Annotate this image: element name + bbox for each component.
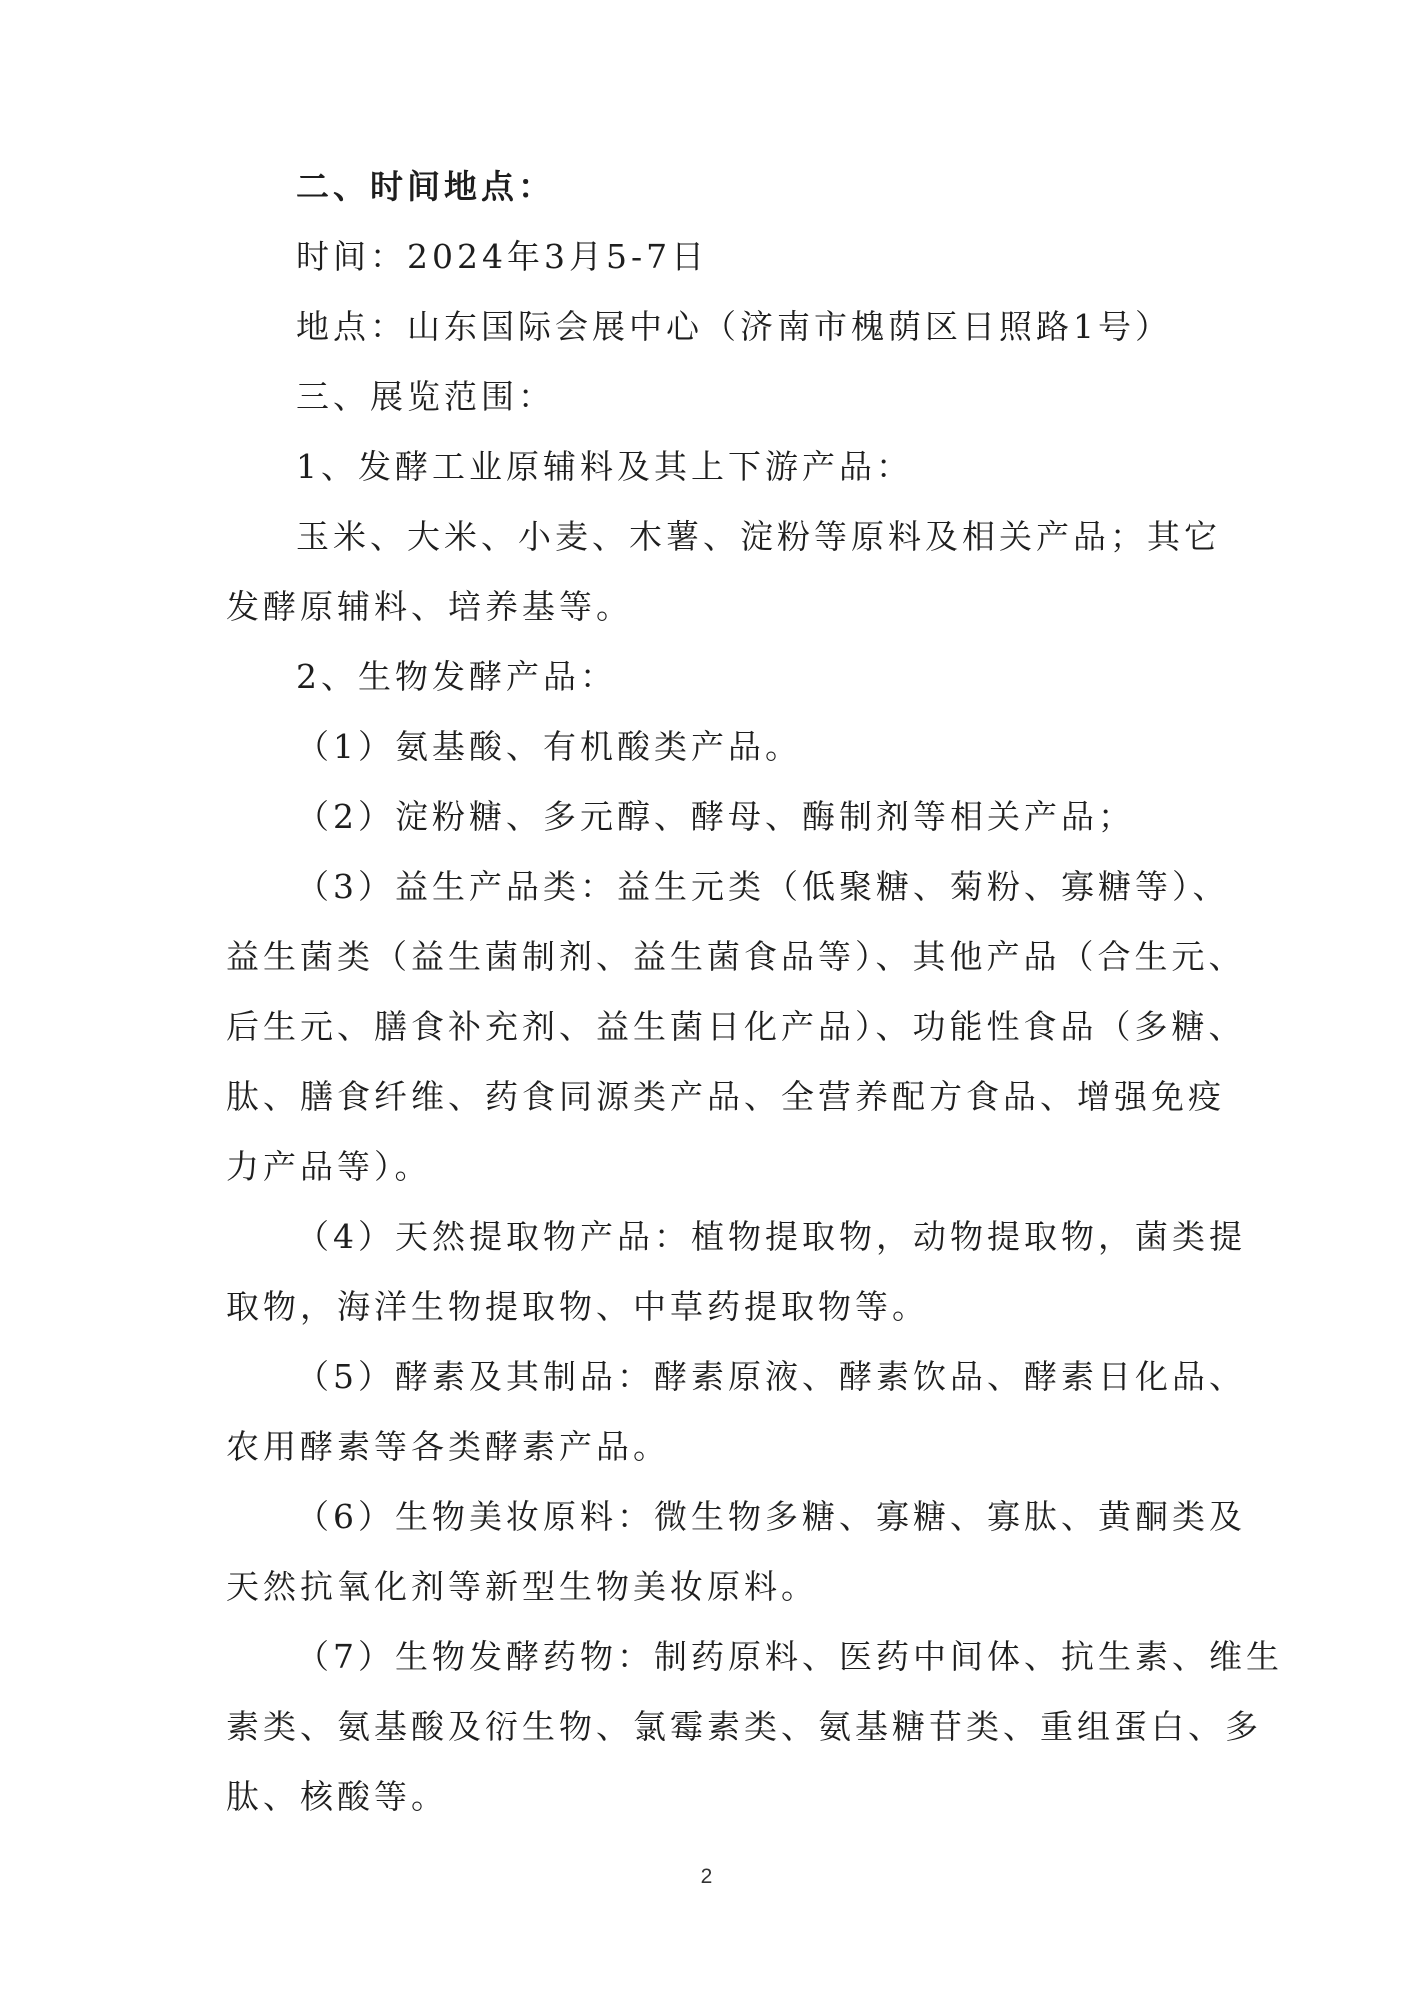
- section-scope-heading: 三、展览范围：: [296, 377, 555, 416]
- sub-item-5-line1: （5）酵素及其制品：酵素原液、酵素饮品、酵素日化品、: [296, 1357, 1246, 1396]
- section-time-place-heading: 二、时间地点：: [296, 167, 555, 206]
- sub-item-4-line1: （4）天然提取物产品：植物提取物，动物提取物，菌类提: [296, 1217, 1246, 1256]
- time-line: 时间：2024年3月5-7日: [296, 237, 709, 276]
- item1-text-line2: 发酵原辅料、培养基等。: [226, 587, 633, 626]
- sub-item-4-line2: 取物，海洋生物提取物、中草药提取物等。: [226, 1287, 929, 1326]
- page-number: 2: [700, 1865, 713, 1888]
- sub-item-7-line3: 肽、核酸等。: [226, 1777, 448, 1816]
- document-body: [226, 152, 1283, 1832]
- sub-item-6-line1: （6）生物美妆原料：微生物多糖、寡糖、寡肽、黄酮类及: [296, 1497, 1246, 1536]
- item1-heading: 1、发酵工业原辅料及其上下游产品：: [296, 447, 913, 486]
- sub-item-3-line2: 益生菌类（益生菌制剂、益生菌食品等）、其他产品（合生元、: [226, 937, 1246, 976]
- sub-item-3-line3: 后生元、膳食补充剂、益生菌日化产品）、功能性食品（多糖、: [226, 1007, 1246, 1046]
- sub-item-1: （1）氨基酸、有机酸类产品。: [296, 727, 802, 766]
- sub-item-6-line2: 天然抗氧化剂等新型生物美妆原料。: [226, 1567, 818, 1606]
- item1-text-line1: 玉米、大米、小麦、木薯、淀粉等原料及相关产品；其它: [296, 517, 1221, 556]
- sub-item-3-line4: 肽、膳食纤维、药食同源类产品、全营养配方食品、增强免疫: [226, 1077, 1225, 1116]
- sub-item-2: （2）淀粉糖、多元醇、酵母、酶制剂等相关产品；: [296, 797, 1135, 836]
- place-line: 地点：山东国际会展中心（济南市槐荫区日照路1号）: [296, 307, 1172, 346]
- sub-item-3-line5: 力产品等）。: [226, 1147, 432, 1186]
- sub-item-5-line2: 农用酵素等各类酵素产品。: [226, 1427, 670, 1466]
- sub-item-3-line1: （3）益生产品类：益生元类（低聚糖、菊粉、寡糖等）、: [296, 867, 1230, 906]
- sub-item-7-line2: 素类、氨基酸及衍生物、氯霉素类、氨基糖苷类、重组蛋白、多: [226, 1707, 1262, 1746]
- item2-heading: 2、生物发酵产品：: [296, 657, 617, 696]
- sub-item-7-line1: （7）生物发酵药物：制药原料、医药中间体、抗生素、维生: [296, 1637, 1283, 1676]
